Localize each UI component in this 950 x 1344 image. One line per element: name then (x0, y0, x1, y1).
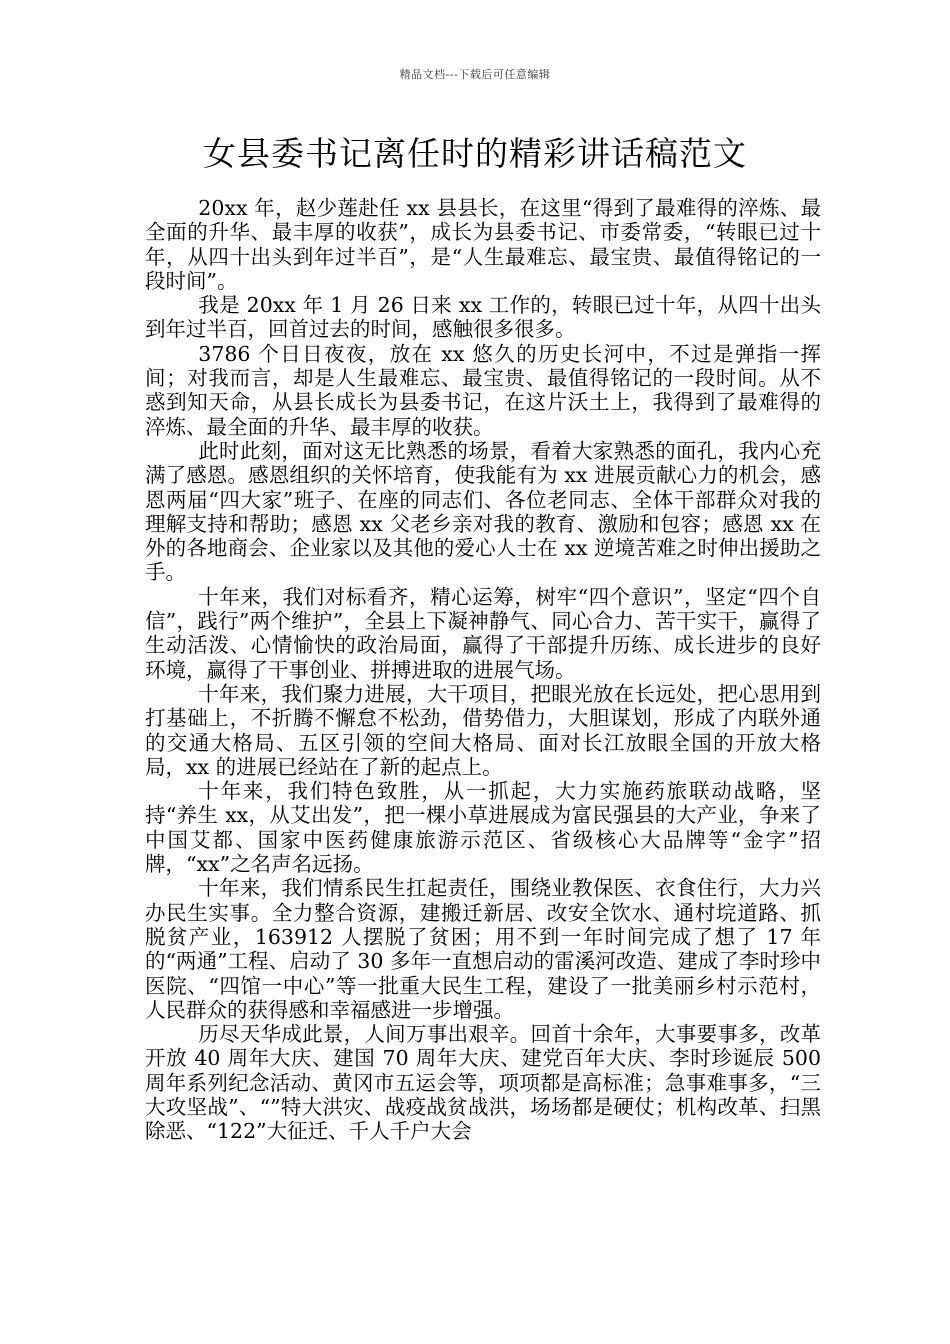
paragraph: 十年来，我们情系民生扛起责任，围绕业教保医、衣食住行，大力兴办民生实事。全力整合资源，建搬迁新居、改安全饮水、通村垸道路、抓脱贫产业，163912 人摆脱了贫困；用不到一年时间完成了想了 17 年的“两通”工程、启动了 30 多年一直想启动的雷溪河改造、建成了李时珍中医院、“四馆一中心”等一批重大民生工程，建设了一批美丽乡村示范村，人民群众的获得感和幸福感进一步增强。 (145, 876, 821, 1022)
paragraph: 历尽天华成此景，人间万事出艰辛。回首十余年，大事要事多，改革开放 40 周年大庆、建国 70 周年大庆、建党百年大庆、李时珍诞辰 500 周年系列纪念活动、黄冈市五运会等，项项都是高标准；急事难事多，“三大攻坚战”、“”特大洪灾、战疫战贫战洪，场场都是硬仗；机构改革、扫黑除恶、“122”大征迁、千人千户大会 (145, 1022, 821, 1144)
paragraph: 我是 20xx 年 1 月 26 日来 xx 工作的，转眼已过十年，从四十出头到年过半百，回首过去的时间，感触很多很多。 (145, 293, 821, 342)
paragraph: 此时此刻，面对这无比熟悉的场景，看着大家熟悉的面孔，我内心充满了感恩。感恩组织的关怀培育，使我能有为 xx 进展贡献心力的机会，感恩两届“四大家”班子、在座的同志们、各位老同志、全体干部群众对我的理解支持和帮助；感恩 xx 父老乡亲对我的教育、激励和包容；感恩 xx 在外的各地商会、企业家以及其他的爱心人士在 xx 逆境苦难之时伸出援助之手。 (145, 438, 821, 585)
paragraph: 十年来，我们对标看齐，精心运筹，树牢“四个意识”，坚定“四个自信”，践行”两个维护”，全县上下凝神静气、同心合力、苦干实干，赢得了生动活泼、心情愉快的政治局面，赢得了干部提升历练、成长进步的良好环境，赢得了干事创业、拼搏进取的进展气场。 (145, 584, 821, 682)
paragraph: 20xx 年，赵少莲赴任 xx 县县长，在这里“得到了最难得的淬炼、最全面的升华、最丰厚的收获”，成长为县委书记、市委常委，“转眼已过十年，从四十出头到年过半百”，是“人生最难忘、最宝贵、最值得铭记的一段时间”。 (145, 196, 821, 293)
header-note: 精品文档---下载后可任意编辑 (399, 68, 551, 81)
paragraph: 十年来，我们特色致胜，从一抓起，大力实施药旅联动战略，坚持“养生 xx，从艾出发”，把一棵小草进展成为富民强县的大产业，争来了中国艾都、国家中医药健康旅游示范区、省级核心大品牌等“金字”招牌，“xx”之名声名远扬。 (145, 779, 821, 877)
paragraph: 十年来，我们聚力进展，大干项目，把眼光放在长远处，把心思用到打基础上，不折腾不懈怠不松劲，借势借力，大胆谋划，形成了内联外通的交通大格局、五区引领的空间大格局、面对长江放眼全国的开放大格局，xx 的进展已经站在了新的起点上。 (145, 681, 821, 779)
document-title: 女县委书记离任时的精彩讲话稿范文 (203, 134, 747, 173)
paragraph: 3786 个日日夜夜，放在 xx 悠久的历史长河中，不过是弹指一挥间；对我而言，却是人生最难忘、最宝贵、最值得铭记的一段时间。从不惑到知天命，从县长成长为县委书记，在这片沃土上，我得到了最难得的淬炼、最全面的升华、最丰厚的收获。 (145, 341, 821, 439)
document-body (145, 196, 821, 1144)
